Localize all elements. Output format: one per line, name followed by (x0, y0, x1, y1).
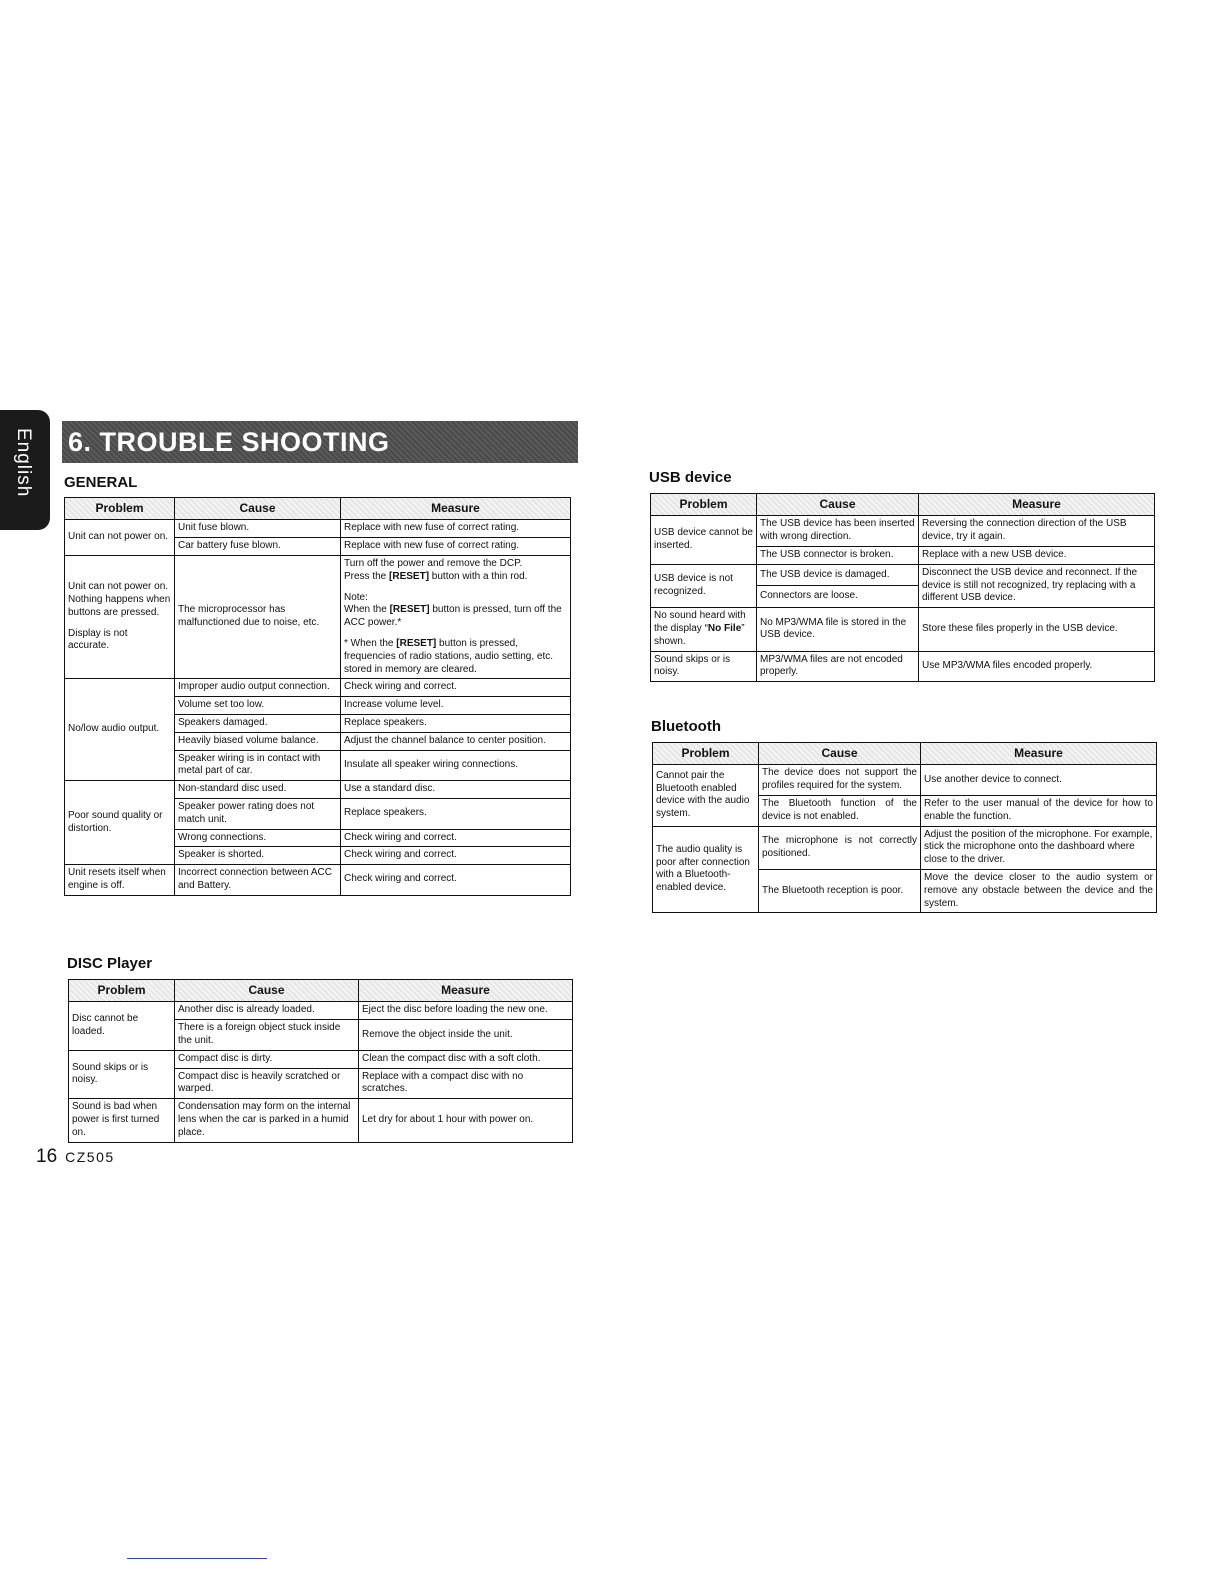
header-row (651, 494, 1155, 516)
cause-header: Cause (757, 494, 919, 516)
cause-cell: Unit fuse blown. (175, 520, 341, 538)
cause-cell: Compact disc is dirty. (175, 1050, 359, 1068)
cause-cell: Condensation may form on the internal lens when the car is parked in a humid place. (175, 1099, 359, 1142)
cause-cell: Improper audio output connection. (175, 679, 341, 697)
cause-cell: The Bluetooth reception is poor. (759, 869, 921, 912)
problem-cell: Cannot pair the Bluetooth enabled device with the audio system. (653, 765, 759, 826)
measure-cell: Disconnect the USB device and reconnect. If the device is still not recognized, try replacing with a different USB device. (919, 564, 1155, 607)
cause-cell: No MP3/WMA file is stored in the USB device. (757, 608, 919, 651)
cause-cell: The Bluetooth function of the device is not enabled. (759, 795, 921, 826)
problem-cell: Unit can not power on. (65, 520, 175, 556)
page-footer (36, 1146, 115, 1168)
no-file-text: No File (707, 622, 742, 634)
measure-cell: Use MP3/WMA files encoded properly. (919, 651, 1155, 682)
table-row (65, 679, 571, 697)
bluetooth-table (652, 742, 1157, 913)
table-row (653, 826, 1157, 869)
measure-cell: Replace with a new USB device. (919, 546, 1155, 564)
measure-cell: Replace speakers. (341, 714, 571, 732)
measure-cell: Replace with a compact disc with no scratches. (359, 1068, 573, 1099)
measure-header: Measure (359, 980, 573, 1002)
cause-cell: The microprocessor has malfunctioned due to noise, etc. (175, 555, 341, 678)
general-title: GENERAL (64, 474, 138, 491)
cause-cell: The microphone is not correctly positioned. (759, 826, 921, 869)
cause-cell: Another disc is already loaded. (175, 1002, 359, 1020)
problem-header: Problem (65, 498, 175, 520)
cause-cell: The USB device is damaged. (757, 564, 919, 586)
problem-header: Problem (653, 743, 759, 765)
problem-cell: Disc cannot be loaded. (69, 1002, 175, 1050)
reset-key: [RESET] (389, 604, 430, 616)
problem-cell: USB device is not recognized. (651, 564, 757, 607)
problem-cell: Unit resets itself when engine is off. (65, 865, 175, 896)
table-row (653, 765, 1157, 796)
model-name: CZ505 (65, 1149, 115, 1165)
problem-cell: Sound is bad when power is first turned on. (69, 1099, 175, 1142)
table-row (69, 1050, 573, 1068)
measure-cell: Reversing the connection direction of the USB device, try it again. (919, 516, 1155, 547)
measure-cell: Refer to the user manual of the device for how to enable the function. (921, 795, 1157, 826)
measure-cell: Insulate all speaker wiring connections. (341, 750, 571, 781)
problem-cell: No sound heard with the display “No File” shown. (651, 608, 757, 651)
language-label: English (13, 428, 34, 498)
usb-title: USB device (649, 469, 732, 486)
header-row (653, 743, 1157, 765)
problem-cell: Sound skips or is noisy. (651, 651, 757, 682)
header-row (65, 498, 571, 520)
measure-cell (341, 555, 571, 678)
problem-header: Problem (69, 980, 175, 1002)
cause-cell: Incorrect connection between ACC and Battery. (175, 865, 341, 896)
problem-text: Display is not accurate. (68, 627, 128, 652)
problem-cell (65, 555, 175, 678)
problem-cell: USB device cannot be inserted. (651, 516, 757, 564)
measure-cell: Use a standard disc. (341, 781, 571, 799)
section-banner: 6. TROUBLE SHOOTING (62, 421, 578, 463)
measure-cell: Adjust the position of the microphone. For example, stick the microphone onto the dashboard where close to the driver. (921, 826, 1157, 869)
cause-cell: Volume set too low. (175, 697, 341, 715)
cause-cell: MP3/WMA files are not encoded properly. (757, 651, 919, 682)
measure-cell: Move the device closer to the audio system or remove any obstacle between the device and the system. (921, 869, 1157, 912)
measure-cell: Replace with new fuse of correct rating. (341, 520, 571, 538)
measure-cell: Check wiring and correct. (341, 829, 571, 847)
cause-cell: Car battery fuse blown. (175, 538, 341, 556)
header-row (69, 980, 573, 1002)
measure-header: Measure (921, 743, 1157, 765)
language-tab (0, 410, 50, 530)
table-row (65, 865, 571, 896)
problem-text: Unit can not power on. Nothing happens when buttons are pressed. (68, 581, 171, 618)
measure-cell: Replace speakers. (341, 798, 571, 829)
measure-text: Turn off the power and remove the DCP. Press the [RESET] button with a thin rod. (344, 557, 528, 582)
measure-header: Measure (919, 494, 1155, 516)
cause-cell: Non-standard disc used. (175, 781, 341, 799)
table-row (65, 520, 571, 538)
problem-cell: Poor sound quality or distortion. (65, 781, 175, 865)
bluetooth-title: Bluetooth (651, 718, 721, 735)
table-row (65, 781, 571, 799)
cause-header: Cause (759, 743, 921, 765)
measure-cell: Check wiring and correct. (341, 679, 571, 697)
cause-cell: Speaker is shorted. (175, 847, 341, 865)
table-row (65, 555, 571, 678)
measure-cell: Check wiring and correct. (341, 847, 571, 865)
table-row (69, 1099, 573, 1142)
table-row (651, 651, 1155, 682)
reset-key: [RESET] (389, 570, 430, 582)
cause-cell: Connectors are loose. (757, 586, 919, 608)
disc-table (68, 979, 573, 1143)
problem-cell: The audio quality is poor after connection with a Bluetooth-enabled device. (653, 826, 759, 913)
usb-table (650, 493, 1155, 682)
reset-key: [RESET] (396, 637, 437, 649)
cause-header: Cause (175, 980, 359, 1002)
measure-cell: Increase volume level. (341, 697, 571, 715)
cause-cell: The device does not support the profiles required for the system. (759, 765, 921, 796)
table-row (651, 608, 1155, 651)
cause-cell: Heavily biased volume balance. (175, 732, 341, 750)
cause-cell: Compact disc is heavily scratched or warped. (175, 1068, 359, 1099)
measure-header: Measure (341, 498, 571, 520)
measure-text: When the [RESET] button is pressed, turn off the ACC power.* (344, 604, 562, 629)
cause-cell: Speaker wiring is in contact with metal part of car. (175, 750, 341, 781)
problem-cell: No/low audio output. (65, 679, 175, 781)
cause-cell: Speakers damaged. (175, 714, 341, 732)
cause-cell: The USB device has been inserted with wrong direction. (757, 516, 919, 547)
problem-header: Problem (651, 494, 757, 516)
note-label: Note: (344, 591, 368, 603)
measure-cell: Remove the object inside the unit. (359, 1020, 573, 1051)
measure-cell: Store these files properly in the USB device. (919, 608, 1155, 651)
footnote-text: * When the [RESET] button is pressed, frequencies of radio stations, audio setting, etc. stored in memory are cleared. (344, 637, 554, 675)
measure-cell: Check wiring and correct. (341, 865, 571, 896)
page-number: 16 (36, 1146, 58, 1167)
general-table (64, 497, 571, 896)
table-row (651, 564, 1155, 586)
bottom-divider (127, 1558, 267, 1559)
measure-cell: Clean the compact disc with a soft cloth. (359, 1050, 573, 1068)
measure-cell: Adjust the channel balance to center position. (341, 732, 571, 750)
cause-cell: The USB connector is broken. (757, 546, 919, 564)
measure-cell: Eject the disc before loading the new one. (359, 1002, 573, 1020)
measure-cell: Replace with new fuse of correct rating. (341, 538, 571, 556)
table-row (651, 516, 1155, 547)
measure-cell: Let dry for about 1 hour with power on. (359, 1099, 573, 1142)
cause-header: Cause (175, 498, 341, 520)
cause-cell: Speaker power rating does not match unit. (175, 798, 341, 829)
disc-title: DISC Player (67, 955, 153, 972)
cause-cell: There is a foreign object stuck inside the unit. (175, 1020, 359, 1051)
measure-cell: Use another device to connect. (921, 765, 1157, 796)
table-row (69, 1002, 573, 1020)
problem-cell: Sound skips or is noisy. (69, 1050, 175, 1098)
cause-cell: Wrong connections. (175, 829, 341, 847)
